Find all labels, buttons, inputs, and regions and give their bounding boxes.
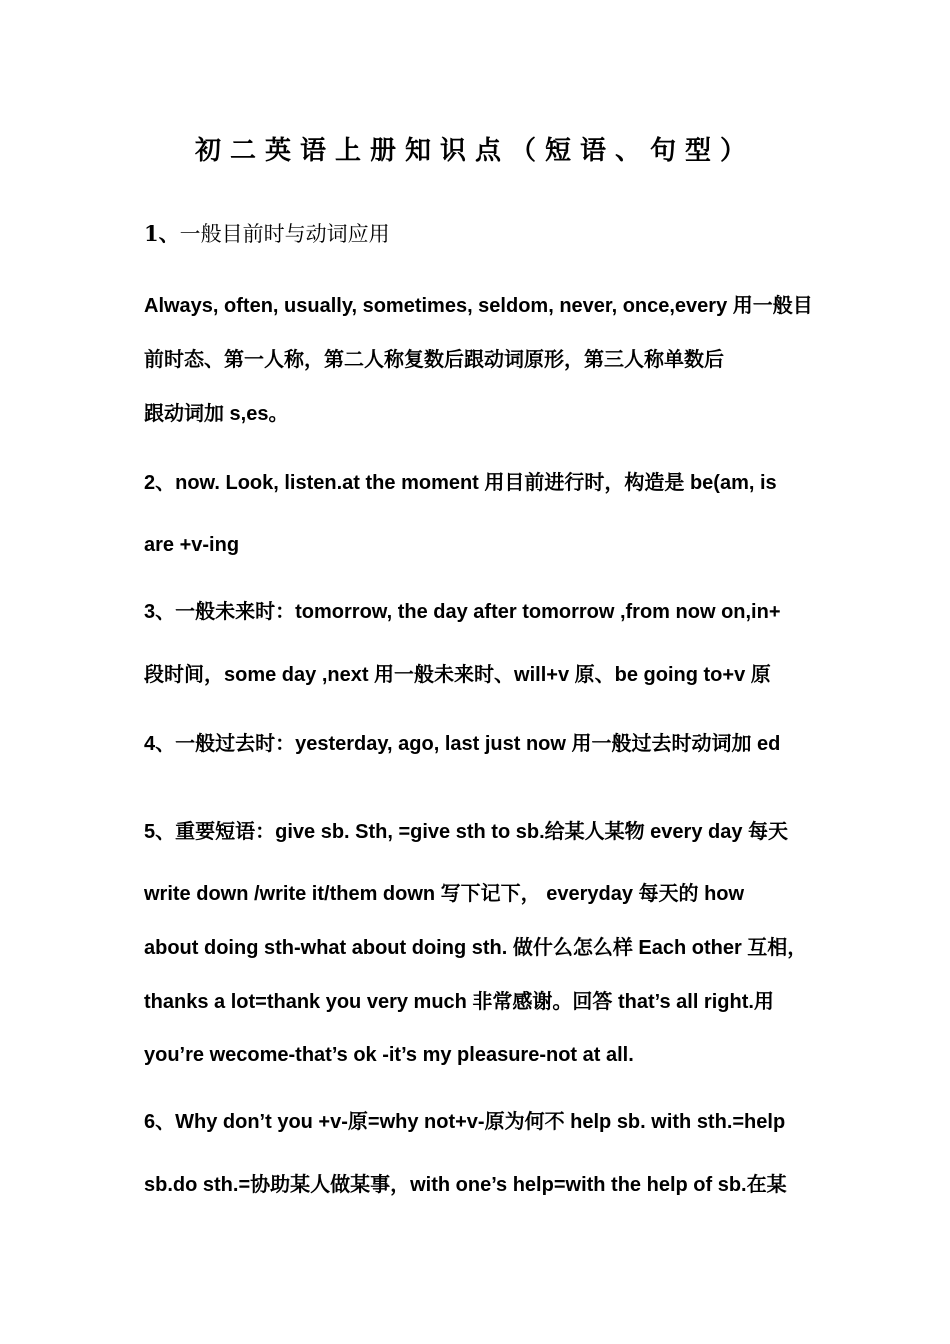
section-2-number: 2、 — [144, 472, 176, 494]
section-3-number: 3、 — [144, 601, 176, 623]
section-5-line-3: about doing sth-what about doing sth. 做什么怎么样 Each other 互相， — [144, 937, 808, 959]
section-5-number: 5、 — [144, 821, 176, 843]
section-5-line-5: you’re wecome-that’s ok -it’s my pleasure-not at all. — [144, 1044, 634, 1066]
section-3-text-1: 一般未来时：tomorrow, the day after tomorrow ,from now on,in+ — [175, 601, 781, 623]
section-5-text-1: 重要短语：give sb. Sth, =give sth to sb.给某人某物 every day 每天 — [175, 821, 789, 843]
section-2-line-2: are +v-ing — [144, 534, 240, 556]
section-4-line-1 — [144, 729, 824, 759]
section-5-line-4: thanks a lot=thank you very much 非常感谢。回答 that’s all right.用 — [144, 991, 774, 1013]
section-1-line-2: 前时态、第一人称，第二人称复数后跟动词原形，第三人称单数后 — [144, 349, 724, 371]
section-4-number: 4、 — [144, 733, 176, 755]
section-1-line-1: Always, often, usually, sometimes, seldom, never, once,every 用一般目 — [144, 295, 813, 317]
section-5-line-2: write down /write it/them down 写下记下， everyday 每天的 how — [144, 883, 745, 905]
section-6-line-2: sb.do sth.=协助某人做某事，with one’s help=with the help of sb.在某 — [144, 1174, 787, 1196]
section-1-title: 一般目前时与动词应用 — [179, 222, 390, 246]
section-5-line-1 — [144, 817, 824, 847]
section-6-text-1: Why don’t you +v-原=why not+v-原为何不 help sb. with sth.=help — [175, 1111, 786, 1133]
document-title: 初二英语上册知识点（短语、句型） — [194, 136, 755, 166]
section-3-line-2: 段时间，some day ,next 用一般未来时、will+v 原、be going to+v 原 — [144, 664, 771, 686]
section-2-text-1: now. Look, listen.at the moment 用目前进行时，构造是 be(am, is — [175, 472, 777, 494]
section-1-line-3: 跟动词加 s,es。 — [144, 403, 289, 425]
section-6-line-1 — [144, 1107, 824, 1137]
section-4-text-1: 一般过去时：yesterday, ago, last just now 用一般过去时动词加 ed — [175, 733, 781, 755]
section-1-number: 1、 — [144, 221, 180, 246]
section-1-heading — [144, 219, 824, 249]
section-6-number: 6、 — [144, 1111, 176, 1133]
section-3-line-1 — [144, 597, 824, 627]
section-2-line-1 — [144, 468, 824, 498]
